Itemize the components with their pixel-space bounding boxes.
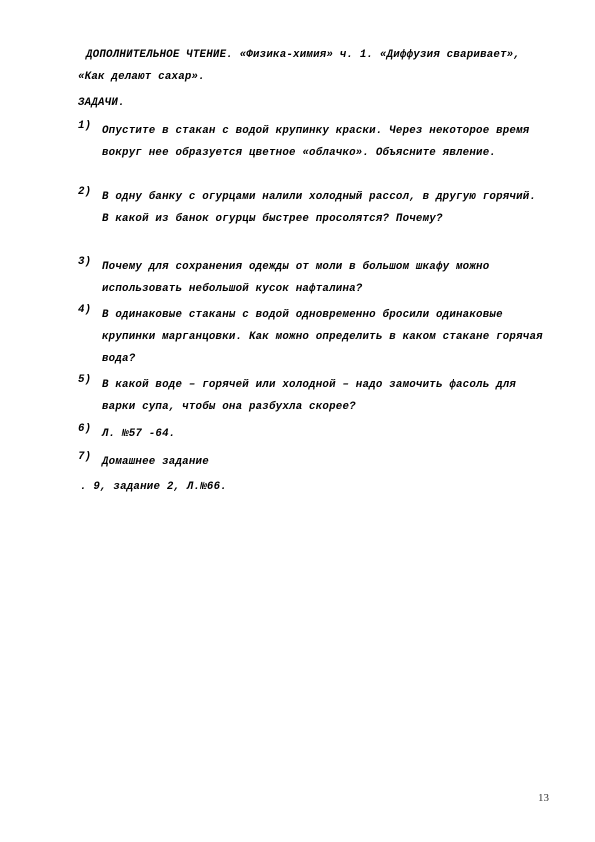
task-item-2 [78, 186, 548, 230]
intro-paragraph: ДОПОЛНИТЕЛЬНОЕ ЧТЕНИЕ. «Физика-химия» ч. 1. «Диффузия сваривает», «Как делают сахар». [78, 49, 521, 83]
task-item-3 [78, 256, 548, 300]
page-number: 13 [538, 792, 549, 804]
task-text: Почему для сохранения одежды от моли в большом шкафу можно использовать небольшой кусок нафталина? [102, 261, 490, 295]
task-text: В какой воде – горячей или холодной – надо замочить фасоль для варки супа, чтобы она разбухла скорее? [102, 379, 517, 413]
task-text: В одинаковые стаканы с водой одновременно бросили одинаковые крупинки марганцовки. Как можно определить в каком стакане горячая вода? [102, 309, 543, 365]
task-item-7 [78, 451, 548, 473]
task-number: 5) [78, 374, 92, 386]
task-text: Л. №57 -64. [102, 428, 176, 440]
task-item-4 [78, 304, 548, 370]
task-number: 1) [78, 120, 92, 132]
homework-reference: . 9, задание 2, Л.№66. [80, 481, 227, 493]
task-number: 4) [78, 304, 92, 316]
task-text: В одну банку с огурцами налили холодный рассол, в другую горячий. В какой из банок огурцы быстрее просолятся? Почему? [102, 191, 537, 225]
task-number: 2) [78, 186, 92, 198]
task-text: Домашнее задание [102, 456, 209, 468]
task-number: 3) [78, 256, 92, 268]
task-item-1 [78, 120, 548, 164]
task-number: 7) [78, 451, 92, 463]
task-number: 6) [78, 423, 92, 435]
tasks-heading: ЗАДАЧИ. [78, 97, 125, 109]
task-item-6 [78, 423, 548, 445]
task-text: Опустите в стакан с водой крупинку краски. Через некоторое время вокруг нее образуется цветное «облачко». Объясните явление. [102, 125, 530, 159]
task-item-5 [78, 374, 548, 418]
